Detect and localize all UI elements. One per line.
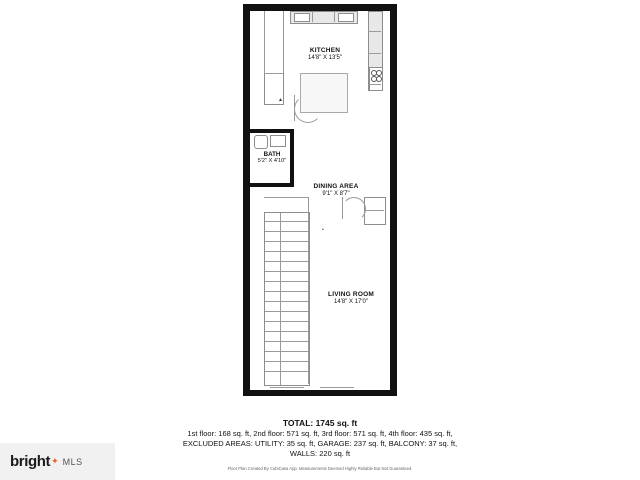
- stair-tread: [265, 341, 309, 342]
- staircase: [264, 212, 310, 386]
- kitchen-sink: [294, 13, 310, 22]
- stair-tread: [265, 281, 309, 282]
- counter-divider-1: [312, 11, 313, 22]
- counter-divider-2: [334, 11, 335, 22]
- room-label-bath: [250, 151, 294, 165]
- exterior-wall-bottom: [243, 390, 397, 396]
- caption-disclaimer: Floor Plan Created By CubiCasa App. Measurements Deemed Highly Reliable But Not Guaranteed.: [227, 466, 413, 472]
- room-label-kitchen: [290, 47, 360, 63]
- door-leaf-kitchen: [294, 95, 295, 121]
- dining-closet: [364, 197, 386, 225]
- logo-mls-text: MLS: [62, 456, 83, 467]
- exterior-wall-right: [390, 4, 397, 396]
- bath-wall-bottom: [250, 183, 294, 187]
- room-dims-dining: 9'1" X 8'7": [322, 191, 350, 198]
- exterior-wall-top: [243, 4, 397, 11]
- door-swing-kitchen: [294, 95, 322, 123]
- range-burner-4: [376, 76, 382, 82]
- bath-sink: [270, 135, 286, 147]
- bath-wall-top: [250, 129, 294, 133]
- caption-total: TOTAL: 1745 sq. ft: [282, 418, 358, 428]
- room-name-kitchen: KITCHEN: [309, 47, 341, 54]
- stair-top-wall: [264, 197, 308, 198]
- stair-tread: [265, 251, 309, 252]
- stair-tread: [265, 291, 309, 292]
- room-name-living: LIVING ROOM: [328, 291, 374, 298]
- floorplan-drawing: [243, 4, 397, 396]
- bath-toilet: [254, 135, 268, 149]
- stair-wall: [308, 197, 309, 384]
- door-swing-dining: [342, 197, 366, 221]
- stair-tread: [265, 331, 309, 332]
- room-name-bath: BATH: [263, 151, 281, 158]
- stair-tread: [265, 261, 309, 262]
- stair-handrail: [280, 213, 281, 385]
- living-window-2: [320, 387, 354, 388]
- interior-area: [250, 11, 390, 390]
- stair-tread: [265, 361, 309, 362]
- room-dims-living: 14'8" X 17'0": [334, 299, 368, 306]
- stair-tread: [265, 271, 309, 272]
- caption-excluded-areas: EXCLUDED AREAS: UTILITY: 35 sq. ft, GARAGE: 237 sq. ft, BALCONY: 37 sq. ft,: [182, 439, 458, 449]
- stair-up-arrow: ▲: [278, 97, 283, 103]
- closet-bottom: [264, 73, 283, 74]
- kitchen-cooktop: [338, 13, 354, 22]
- sparkle-icon: ✦: [51, 456, 59, 466]
- room-label-living: [312, 291, 390, 307]
- stair-tread: [265, 231, 309, 232]
- room-name-dining: DINING AREA: [313, 183, 359, 190]
- room-label-dining: [298, 183, 374, 199]
- right-counter-seam-1: [368, 31, 381, 32]
- door-leaf-dining: [342, 197, 343, 219]
- stair-tread: [265, 301, 309, 302]
- closet-wall: [264, 11, 265, 73]
- stair-tread: [265, 241, 309, 242]
- hall-partition-wall: [283, 11, 284, 73]
- bright-mls-logo: [0, 443, 115, 480]
- living-window-1: [270, 387, 304, 388]
- stair-tread: [265, 311, 309, 312]
- dining-direction-arrow: •: [322, 227, 324, 233]
- stair-tread: [265, 321, 309, 322]
- stair-tread: [265, 371, 309, 372]
- room-dims-kitchen: 14'8" X 13'5": [308, 55, 342, 62]
- room-dims-bath: 5'2" X 4'10": [257, 158, 287, 165]
- exterior-wall-left: [243, 4, 250, 396]
- logo-brand-text: bright: [10, 453, 51, 470]
- caption-floor-breakdown: 1st floor: 168 sq. ft, 2nd floor: 571 sq. ft, 3rd floor: 571 sq. ft, 4th floor: 435 sq. ft,: [187, 429, 453, 438]
- range-front-edge: [369, 84, 381, 85]
- caption-walls: WALLS: 220 sq. ft: [289, 449, 351, 459]
- stair-tread: [265, 351, 309, 352]
- right-counter-seam-2: [368, 53, 381, 54]
- dining-closet-shelf: [364, 210, 384, 211]
- stair-tread: [265, 221, 309, 222]
